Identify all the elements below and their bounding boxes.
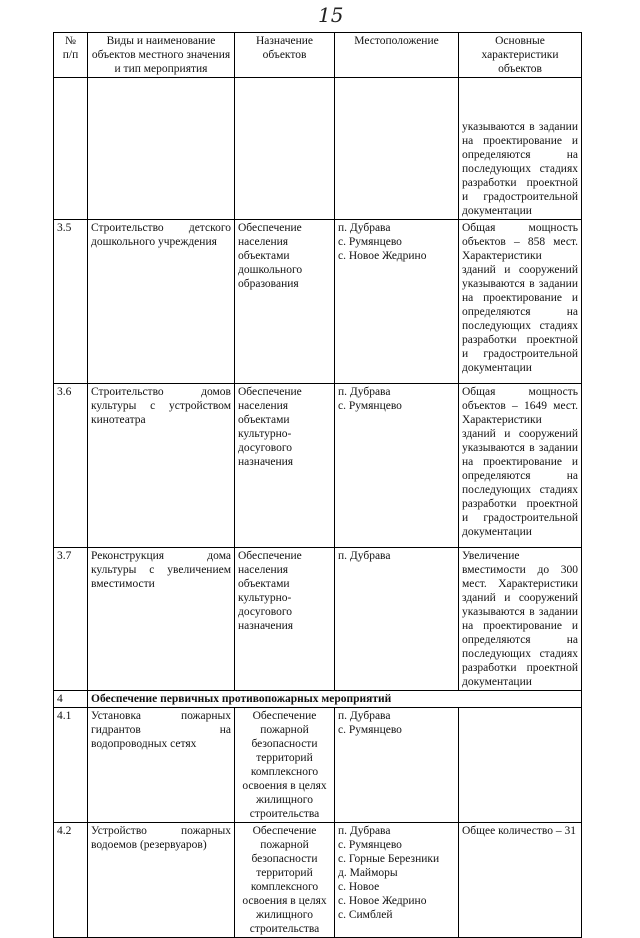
cell-purpose: Обеспечение населения объектами культурно-досугового назначения [235, 548, 335, 691]
cell-location [335, 78, 459, 220]
cell-characteristics [459, 708, 582, 823]
location-item: п. Дубрава [338, 550, 391, 562]
cell-name: Устройство пожарных водоемов (резервуаров) [88, 823, 235, 938]
location-item: с. Румянцево [338, 236, 402, 248]
cell-name: Строительство детского дошкольного учреждения [88, 220, 235, 384]
cell-name: Строительство домов культуры с устройством кинотеатра [88, 384, 235, 548]
location-item: п. Дубрава [338, 825, 391, 837]
header-characteristics: Основные характеристики объектов [459, 33, 582, 78]
location-item: с. Симблей [338, 909, 393, 921]
header-num: № п/п [54, 33, 88, 78]
table-row [54, 220, 582, 384]
location-item: п. Дубрава [338, 222, 391, 234]
location-item: п. Дубрава [338, 710, 391, 722]
cell-purpose: Обеспечение пожарной безопасности территорий комплексного освоения в целях жилищного строительства [235, 823, 335, 938]
cell-location [335, 384, 459, 548]
cell-name: Реконструкция дома культуры с увеличением вместимости [88, 548, 235, 691]
cell-num: 4.1 [54, 708, 88, 823]
section-title: Обеспечение первичных противопожарных мероприятий [88, 691, 582, 708]
cell-location [335, 823, 459, 938]
characteristics-text: указываются в задании на проектирование и определяются на последующих стадиях разработки проектной и градостроительной документации [462, 121, 578, 217]
cell-characteristics: Общая мощность объектов – 1649 мест. Характеристики зданий и сооружений указываются в задании на проектирование и определяются на последующих стадиях разработки проектной и градостроительной документации [459, 384, 582, 548]
cell-characteristics: Общая мощность объектов – 858 мест. Характеристики зданий и сооружений указываются в задании на проектирование и определяются на последующих стадиях разработки проектной и градостроительной документации [459, 220, 582, 384]
objects-table [53, 32, 582, 938]
location-item: с. Новое Жедрино [338, 250, 427, 262]
cell-characteristics: Общее количество – 31 [459, 823, 582, 938]
table-row-continued [54, 78, 582, 220]
table-row [54, 823, 582, 938]
cell-name [88, 78, 235, 220]
table-row [54, 708, 582, 823]
table-header-row [54, 33, 582, 78]
cell-location [335, 220, 459, 384]
table-row [54, 384, 582, 548]
location-item: п. Дубрава [338, 386, 391, 398]
cell-name: Установка пожарных гидрантов на водопроводных сетях [88, 708, 235, 823]
cell-characteristics [459, 78, 582, 220]
location-item: с. Румянцево [338, 839, 402, 851]
cell-location [335, 708, 459, 823]
cell-purpose: Обеспечение населения объектами дошкольного образования [235, 220, 335, 384]
location-item: с. Румянцево [338, 400, 402, 412]
cell-purpose [235, 78, 335, 220]
header-location: Местоположение [335, 33, 459, 78]
header-types: Виды и наименование объектов местного значения и тип мероприятия [88, 33, 235, 78]
cell-num [54, 78, 88, 220]
cell-num: 4.2 [54, 823, 88, 938]
header-purpose: Назначение объектов [235, 33, 335, 78]
section-num: 4 [54, 691, 88, 708]
section-row [54, 691, 582, 708]
cell-num: 3.7 [54, 548, 88, 691]
location-item: д. Майморы [338, 867, 398, 879]
location-item: с. Румянцево [338, 724, 402, 736]
cell-location [335, 548, 459, 691]
cell-characteristics: Увеличение вместимости до 300 мест. Характеристики зданий и сооружений указываются в задании на проектирование и определяются на последующих стадиях разработки проектной документации [459, 548, 582, 691]
cell-num: 3.6 [54, 384, 88, 548]
page-number: 15 [318, 3, 344, 27]
cell-num: 3.5 [54, 220, 88, 384]
cell-purpose: Обеспечение населения объектами культурно-досугового назначения [235, 384, 335, 548]
table-row [54, 548, 582, 691]
location-item: с. Горные Березники [338, 853, 440, 865]
location-item: с. Новое [338, 881, 380, 893]
cell-purpose: Обеспечение пожарной безопасности территорий комплексного освоения в целях жилищного строительства [235, 708, 335, 823]
location-item: с. Новое Жедрино [338, 895, 427, 907]
